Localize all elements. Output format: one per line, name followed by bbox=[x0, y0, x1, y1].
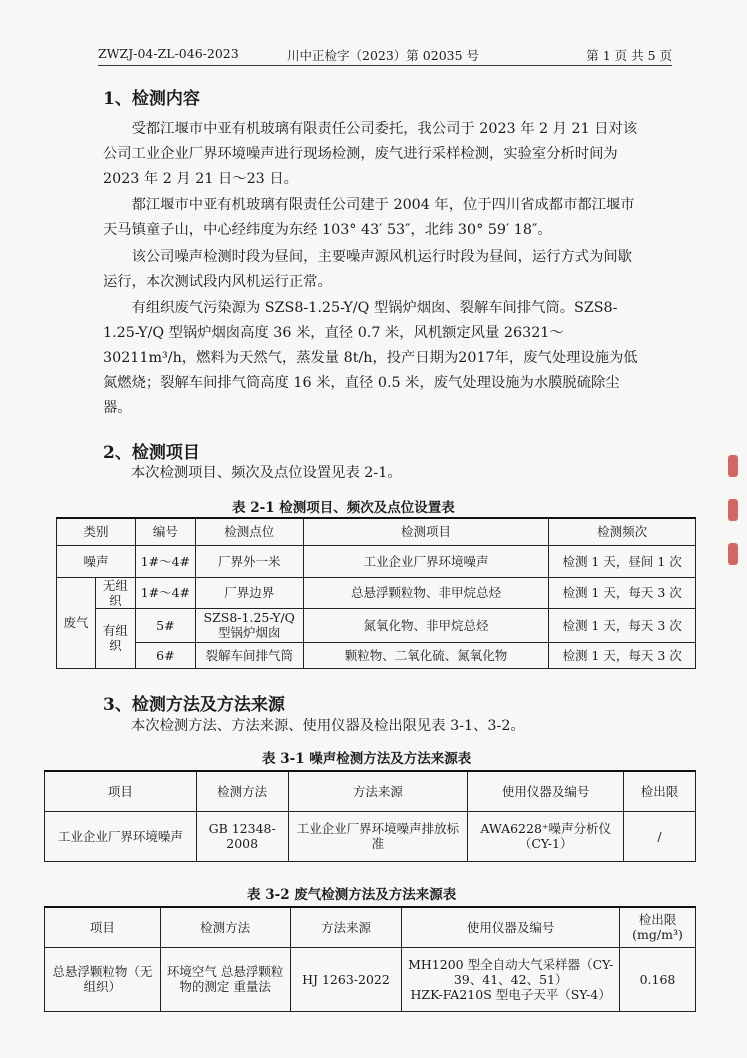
table-2-1 bbox=[56, 517, 696, 669]
cell: 1#～4# bbox=[135, 577, 195, 608]
table21-caption: 表 2-1 检测项目、频次及点位设置表 bbox=[232, 500, 455, 516]
section1-p2: 都江堰市中亚有机玻璃有限责任公司建于 2004 年，位于四川省成都市都江堰市天马镇童子山，中心经纬度为东经 103° 43′ 53″，北纬 30° 59′ 18″。 bbox=[103, 197, 635, 238]
cell: 检测 1 天，每天 3 次 bbox=[549, 642, 696, 668]
cell-instruments bbox=[402, 947, 620, 1011]
page-header bbox=[98, 43, 672, 66]
cell: 颗粒物、二氧化硫、氮氧化物 bbox=[303, 642, 549, 668]
table-3-2 bbox=[44, 906, 696, 1012]
th-method: 检测方法 bbox=[160, 907, 290, 947]
section2-title: 2、检测项目 bbox=[103, 443, 200, 463]
cell: 6# bbox=[135, 642, 195, 668]
table31-caption: 表 3-1 噪声检测方法及方法来源表 bbox=[262, 751, 472, 767]
cell: 5# bbox=[135, 608, 195, 642]
section3-title: 3、检测方法及方法来源 bbox=[103, 695, 285, 715]
page-number: 第 1 页 共 5 页 bbox=[586, 48, 672, 63]
th-location: 检测点位 bbox=[195, 518, 303, 545]
cell: 环境空气 总悬浮颗粒物的测定 重量法 bbox=[160, 947, 290, 1011]
section1-p3: 该公司噪声检测时段为昼间，主要噪声源风机运行时段为昼间，运行方式为间歇运行，本次测试段内风机运行正常。 bbox=[103, 249, 632, 290]
instrument-sampler: MH1200 型全自动大气采样器（CY-39、41、42、51） bbox=[408, 956, 614, 987]
cell: 总悬浮颗粒物、非甲烷总烃 bbox=[303, 577, 549, 608]
cell: 检测 1 天，昼间 1 次 bbox=[549, 545, 696, 577]
th-item: 检测项目 bbox=[303, 518, 549, 545]
cell: 总悬浮颗粒物（无组织） bbox=[45, 947, 161, 1011]
cell: 裂解车间排气筒 bbox=[195, 642, 303, 668]
cell: 工业企业厂界环境噪声排放标准 bbox=[288, 811, 468, 861]
cell: 厂界外一米 bbox=[195, 545, 303, 577]
cell-waste-gas: 废气 bbox=[57, 577, 96, 668]
cell: 检测 1 天，每天 3 次 bbox=[549, 608, 696, 642]
section2-intro: 本次检测项目、频次及点位设置见表 2-1。 bbox=[131, 465, 402, 481]
cell: / bbox=[624, 811, 696, 861]
instrument-balance: HZK-FA210S 型电子天平（SY-4） bbox=[410, 986, 611, 1002]
section3-intro: 本次检测方法、方法来源、使用仪器及检出限见表 3-1、3-2。 bbox=[131, 718, 525, 734]
section1-p1: 受都江堰市中亚有机玻璃有限责任公司委托，我公司于 2023 年 2 月 21 日对该公司工业企业厂界环境噪声进行现场检测，废气进行采样检测，实验室分析时间为 2023 年 2 月 21 日～23 日。 bbox=[103, 121, 638, 187]
th-category: 类别 bbox=[57, 518, 136, 545]
cell-organized: 有组织 bbox=[95, 608, 135, 668]
cell: 1#～4# bbox=[135, 545, 195, 577]
cell: 氮氧化物、非甲烷总烃 bbox=[303, 608, 549, 642]
cell: 工业企业厂界环境噪声 bbox=[45, 811, 197, 861]
cell: 检测 1 天，每天 3 次 bbox=[549, 577, 696, 608]
table-3-1 bbox=[44, 770, 696, 862]
doc-code: ZWZJ-04-ZL-046-2023 bbox=[98, 46, 239, 61]
cell: GB 12348-2008 bbox=[196, 811, 288, 861]
th-frequency: 检测频次 bbox=[549, 518, 696, 545]
th-limit: 检出限 bbox=[624, 771, 696, 811]
cell: 0.168 bbox=[620, 947, 696, 1011]
th-limit: 检出限 (mg/m³) bbox=[620, 907, 696, 947]
th-code: 编号 bbox=[135, 518, 195, 545]
th-instrument: 使用仪器及编号 bbox=[468, 771, 624, 811]
th-source: 方法来源 bbox=[290, 907, 402, 947]
cell: 厂界边界 bbox=[195, 577, 303, 608]
table32-caption: 表 3-2 废气检测方法及方法来源表 bbox=[247, 887, 457, 903]
th-instrument: 使用仪器及编号 bbox=[402, 907, 620, 947]
th-project: 项目 bbox=[45, 771, 197, 811]
cell: 噪声 bbox=[57, 545, 136, 577]
cell-unorganized: 无组织 bbox=[95, 577, 135, 608]
th-project: 项目 bbox=[45, 907, 161, 947]
section1-title: 1、检测内容 bbox=[103, 89, 200, 109]
cell: AWA6228⁺噪声分析仪（CY-1） bbox=[468, 811, 624, 861]
th-source: 方法来源 bbox=[288, 771, 468, 811]
cell: HJ 1263-2022 bbox=[290, 947, 402, 1011]
report-number: 川中正检字（2023）第 02035 号 bbox=[287, 48, 480, 63]
th-method: 检测方法 bbox=[196, 771, 288, 811]
cell: 工业企业厂界环境噪声 bbox=[303, 545, 549, 577]
section1-p4: 有组织废气污染源为 SZS8-1.25-Y/Q 型锅炉烟囱、裂解车间排气筒。SZS8-1.25-Y/Q 型锅炉烟囱高度 36 米，直径 0.7 米，风机额定风量 26321～30211m³/h，燃料为天然气，蒸发量 8t/h，投产日期为2017年，废气处理设施为低氮燃烧；裂解车间排气筒高度 16 米，直径 0.5 米，废气处理设施为水膜脱硫除尘器。 bbox=[103, 300, 638, 416]
seal-stamp-edge bbox=[728, 455, 742, 630]
cell: SZS8-1.25-Y/Q 型锅炉烟囱 bbox=[195, 608, 303, 642]
